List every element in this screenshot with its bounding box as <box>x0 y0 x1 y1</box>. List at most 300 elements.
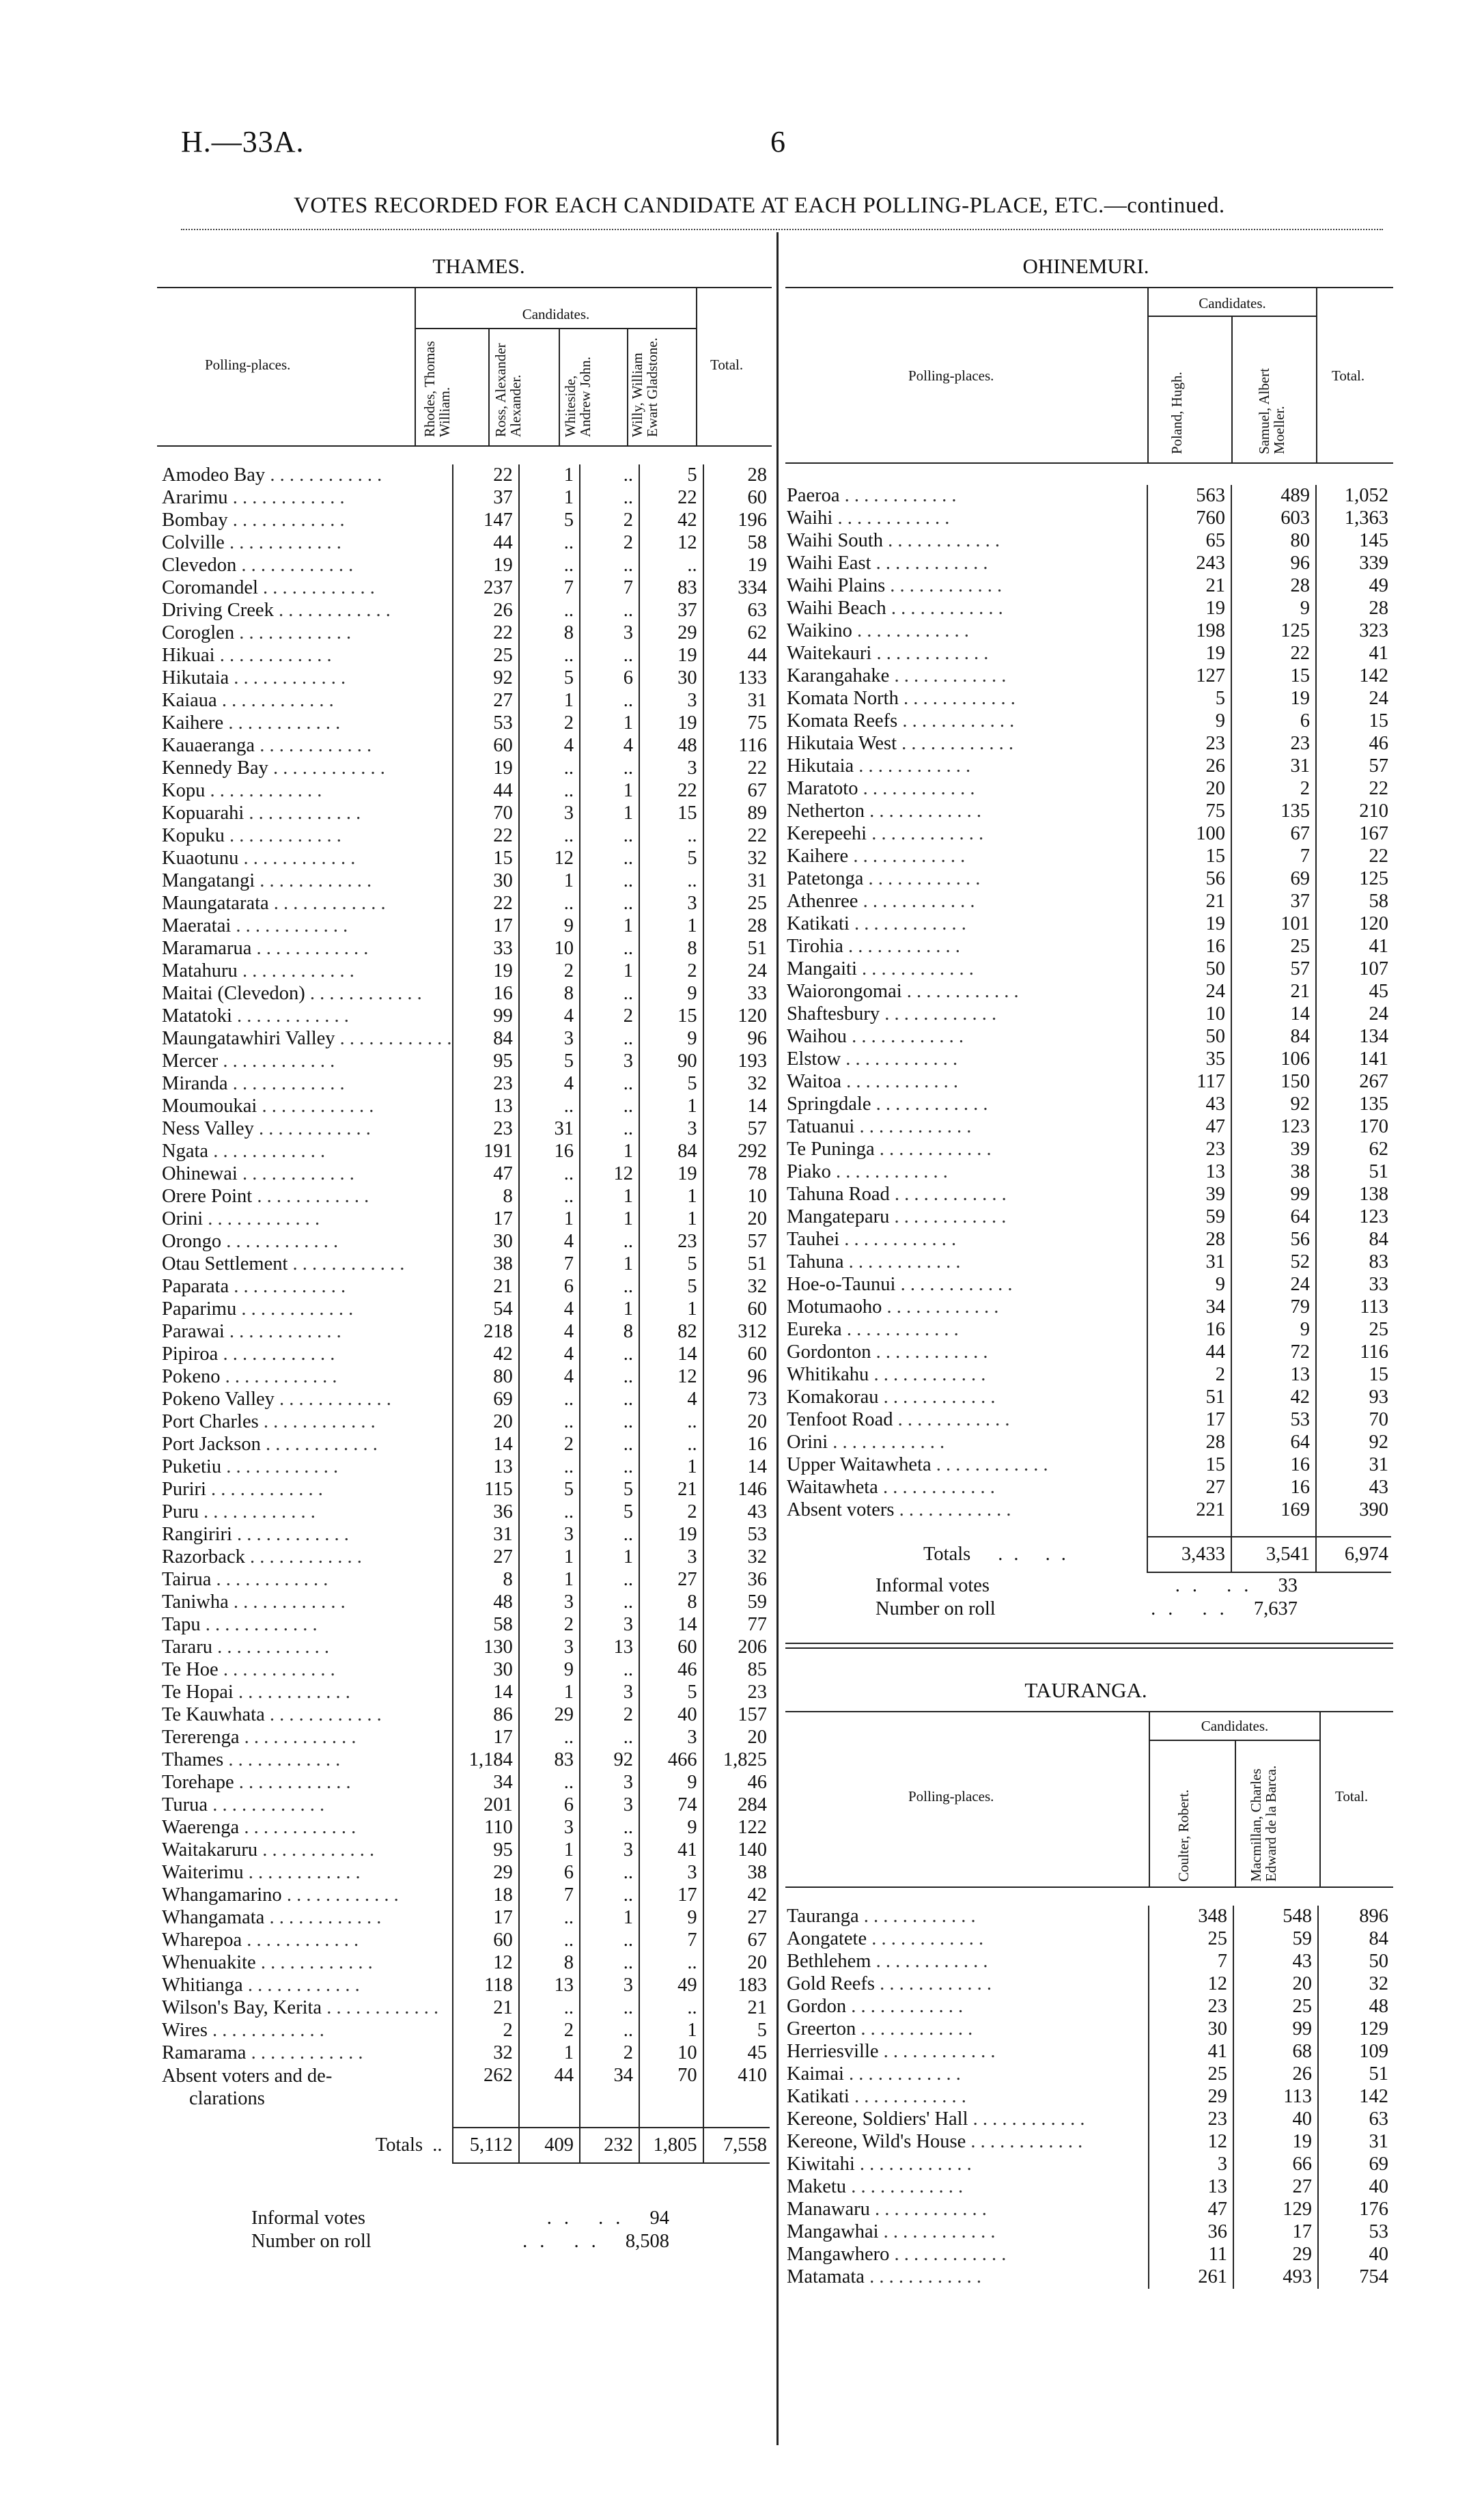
polling-place-name: Maungatarata . . . . . . . . . . . . <box>162 893 386 915</box>
candidate-vote-cell: .. <box>519 555 580 577</box>
column-divider <box>776 232 779 2445</box>
polling-place-name: Waitoa . . . . . . . . . . . . <box>787 1071 959 1093</box>
candidate-vote-cell: 5 <box>639 1276 703 1298</box>
row-total-cell: 142 <box>1316 665 1391 688</box>
candidate-vote-cell: 17 <box>453 1208 519 1231</box>
table-row <box>787 710 1391 733</box>
table-row <box>787 2266 1391 2289</box>
candidate-vote-cell: 13 <box>1231 1364 1316 1387</box>
candidate-vote-cell: 12 <box>639 532 703 555</box>
candidate-vote-cell: .. <box>519 1727 580 1749</box>
table-row <box>787 868 1391 891</box>
row-total-cell: 896 <box>1318 1906 1391 1928</box>
row-total-cell: 69 <box>1318 2154 1391 2176</box>
leader-dots: . . . . . . . . . . . . <box>901 981 1019 1003</box>
candidate-vote-cell: 34 <box>453 1772 519 1794</box>
polling-place-name: Netherton . . . . . . . . . . . . <box>787 800 981 822</box>
polling-place-name: Paeroa . . . . . . . . . . . . <box>787 485 957 507</box>
polling-place-name: Pokeno Valley . . . . . . . . . . . . <box>162 1389 391 1410</box>
leader-dots: . . . . . . . . . . . . <box>871 1341 988 1363</box>
table-row <box>787 2131 1391 2154</box>
candidate-vote-cell: 3 <box>519 1028 580 1050</box>
candidate-vote-cell: 21 <box>453 1276 519 1298</box>
candidate-vote-cell: .. <box>580 1343 639 1366</box>
table-row <box>787 1094 1391 1116</box>
totals-cell: 7,558 <box>703 2128 770 2163</box>
candidate-vote-cell: 1 <box>580 712 639 735</box>
table-row <box>787 1928 1391 1951</box>
polling-place-name: Wharepoa . . . . . . . . . . . . <box>162 1930 359 1951</box>
table-row <box>162 1952 770 1975</box>
leader-dots: . . . . . . . . . . . . <box>223 1749 341 1771</box>
table-row <box>162 1389 770 1411</box>
candidate-vote-cell: 66 <box>1233 2154 1318 2176</box>
table-row <box>787 2086 1391 2108</box>
leader-dots: . . . . . . . . . . . . <box>218 1050 335 1072</box>
leader-dots: . . . . . . . . . . . . <box>878 1477 995 1499</box>
polling-place-name: Tererenga . . . . . . . . . . . . <box>162 1727 356 1749</box>
candidate-vote-cell: 28 <box>1147 1432 1231 1454</box>
table-row <box>787 1229 1391 1251</box>
leader-dots: . . . . . . . . . . . . <box>233 1682 350 1703</box>
thames-candidate-willy: Willy, William Ewart Gladstone. <box>629 337 661 437</box>
candidate-vote-cell: 5 <box>639 1073 703 1096</box>
polling-place-name: Paparimu . . . . . . . . . . . . <box>162 1298 354 1320</box>
candidate-vote-cell: 129 <box>1233 2199 1318 2221</box>
candidate-vote-cell: 21 <box>1231 981 1316 1003</box>
candidate-vote-cell: 19 <box>453 960 519 983</box>
candidate-vote-cell: 70 <box>639 2065 703 2110</box>
candidate-vote-cell: .. <box>580 555 639 577</box>
polling-place-name: Tararu . . . . . . . . . . . . <box>162 1637 329 1658</box>
table-row <box>162 1208 770 1231</box>
leader-dots: . . . . . . . . . . . . <box>889 2244 1007 2266</box>
candidate-vote-cell: 14 <box>1231 1003 1316 1026</box>
candidate-vote-cell: 489 <box>1231 485 1316 507</box>
polling-place-name: Waiterimu . . . . . . . . . . . . <box>162 1862 361 1884</box>
row-total-cell: 19 <box>703 555 770 577</box>
candidate-vote-cell: 4 <box>519 1343 580 1366</box>
candidate-vote-cell: .. <box>519 600 580 622</box>
totals-cell: 3,433 <box>1147 1537 1231 1572</box>
polling-place-name: Kennedy Bay . . . . . . . . . . . . <box>162 757 385 779</box>
row-total-cell: 96 <box>703 1366 770 1389</box>
row-total-cell: 10 <box>703 1186 770 1208</box>
candidate-vote-cell: .. <box>639 1952 703 1975</box>
candidate-vote-cell: 20 <box>1233 1973 1318 1996</box>
row-total-cell: 116 <box>1316 1341 1391 1364</box>
candidate-vote-cell: 29 <box>639 622 703 645</box>
candidate-vote-cell: 221 <box>1147 1499 1231 1522</box>
candidate-vote-cell: 23 <box>453 1118 519 1141</box>
candidate-vote-cell: .. <box>580 848 639 870</box>
totals-row <box>162 2128 770 2163</box>
polling-place-name: Maeratai . . . . . . . . . . . . <box>162 915 348 937</box>
polling-place-name: Miranda . . . . . . . . . . . . <box>162 1073 345 1095</box>
candidate-vote-cell: 2 <box>639 1501 703 1524</box>
tauranga-candidate-coulter: Coulter, Robert. <box>1175 1789 1192 1882</box>
candidate-vote-cell: 56 <box>1231 1229 1316 1251</box>
row-total-cell: 22 <box>703 825 770 848</box>
table-row <box>162 1727 770 1749</box>
candidate-vote-cell: 243 <box>1147 553 1231 575</box>
candidate-vote-cell: 90 <box>639 1050 703 1073</box>
candidate-vote-cell: 23 <box>1147 733 1231 755</box>
ohinemuri-results-table <box>787 485 1391 1573</box>
leader-dots: . . . . . . . . . . . . <box>239 1727 356 1749</box>
polling-place-name: Absent voters . . . . . . . . . . . . <box>787 1499 1011 1521</box>
polling-place-name: Bethlehem . . . . . . . . . . . . <box>787 1951 988 1973</box>
candidate-vote-cell: 9 <box>639 1817 703 1839</box>
leader-dots: . . . . . . . . . . . . <box>858 778 975 800</box>
candidate-vote-cell: 8 <box>639 1591 703 1614</box>
polling-place-name: Waikino . . . . . . . . . . . . <box>787 620 969 642</box>
tauranga-top-rule <box>785 1711 1393 1712</box>
candidate-vote-cell: 37 <box>639 600 703 622</box>
candidate-vote-cell: 11 <box>1149 2244 1233 2266</box>
row-total-cell: 267 <box>1316 1071 1391 1094</box>
candidate-vote-cell: 15 <box>639 1005 703 1028</box>
leader-dots: . . . . . . . . . . . . <box>260 1434 378 1456</box>
polling-place-name: Manawaru . . . . . . . . . . . . <box>787 2199 987 2220</box>
candidate-vote-cell: 8 <box>580 1321 639 1343</box>
row-total-cell: 107 <box>1316 958 1391 981</box>
candidate-vote-cell: .. <box>580 1727 639 1749</box>
leader-dots: . . . . . . . . . . . . <box>897 733 1014 755</box>
polling-place-name: Matatoki . . . . . . . . . . . . <box>162 1005 349 1027</box>
row-total-cell: 62 <box>703 622 770 645</box>
polling-place-name: Turua . . . . . . . . . . . . <box>162 1794 325 1816</box>
candidate-vote-cell: 7 <box>519 1253 580 1276</box>
row-total-cell: 183 <box>703 1975 770 1997</box>
polling-place-name: Elstow . . . . . . . . . . . . <box>787 1048 958 1070</box>
leader-dots: . . . . . . . . . . . . <box>966 2131 1083 2153</box>
candidate-vote-cell: 8 <box>519 983 580 1005</box>
table-row <box>787 1003 1391 1026</box>
table-row <box>162 690 770 712</box>
polling-place-name: Kereone, Wild's House . . . . . . . . . . . . <box>787 2131 1083 2153</box>
leader-dots: . . . . . . . . . . . . <box>231 915 348 937</box>
thames-head-vline-2 <box>559 328 560 445</box>
polling-place-name: Ramarama . . . . . . . . . . . . <box>162 2042 363 2064</box>
table-row <box>787 1274 1391 1296</box>
leader-dots: . . . . . . . . . . . . <box>828 1432 945 1453</box>
candidate-vote-cell: .. <box>519 1907 580 1930</box>
candidate-vote-cell: 3 <box>639 1118 703 1141</box>
table-row <box>787 1387 1391 1409</box>
table-row <box>162 848 770 870</box>
candidate-vote-cell: 15 <box>453 848 519 870</box>
polling-place-name: Whitianga . . . . . . . . . . . . <box>162 1975 360 1996</box>
candidate-vote-cell: 2 <box>580 510 639 532</box>
leader-dots: . . . . . . . . . . . . <box>894 1499 1011 1521</box>
polling-place-name: Kopu . . . . . . . . . . . . <box>162 780 322 802</box>
candidate-vote-cell: .. <box>519 1411 580 1434</box>
candidate-vote-cell: 5 <box>580 1501 639 1524</box>
candidate-vote-cell: 42 <box>639 510 703 532</box>
candidate-vote-cell: 30 <box>639 667 703 690</box>
candidate-vote-cell: .. <box>580 1659 639 1682</box>
table-row <box>162 1163 770 1186</box>
candidate-vote-cell: 2 <box>1231 778 1316 800</box>
candidate-vote-cell: 1 <box>519 1569 580 1591</box>
candidate-vote-cell: 25 <box>1149 1928 1233 1951</box>
candidate-vote-cell: 64 <box>1231 1206 1316 1229</box>
leader-dots: . . . . . . . . . . . . <box>252 1186 369 1208</box>
polling-place-name: Kuaotunu . . . . . . . . . . . . <box>162 848 356 869</box>
thames-head-bottom-rule <box>157 445 772 447</box>
row-total-cell: 157 <box>703 1704 770 1727</box>
leader-dots: . . . . . . . . . . . . <box>869 2199 987 2220</box>
row-total-cell: 32 <box>703 848 770 870</box>
candidate-vote-cell: .. <box>580 1569 639 1591</box>
ohinemuri-end-rule-1 <box>785 1643 1393 1644</box>
row-total-cell: 146 <box>703 1479 770 1501</box>
ohinemuri-roll-value: .. .. 7,637 <box>1151 1598 1298 1619</box>
leader-dots: . . . . . . . . . . . . <box>871 1951 988 1973</box>
row-total-cell: 14 <box>703 1096 770 1118</box>
row-total-cell: 46 <box>1316 733 1391 755</box>
row-total-cell: 113 <box>1316 1296 1391 1319</box>
candidate-vote-cell: 1 <box>639 915 703 938</box>
leader-dots: . . . . . . . . . . . . <box>234 622 352 644</box>
candidate-vote-cell: 29 <box>1233 2244 1318 2266</box>
leader-dots: . . . . . . . . . . . . <box>218 1659 335 1681</box>
polling-place-name: Waitakaruru . . . . . . . . . . . . <box>162 1839 375 1861</box>
leader-dots: . . . . . . . . . . . . <box>244 1546 362 1568</box>
polling-place-name: Wilson's Bay, Kerita . . . . . . . . . . . . <box>162 1997 439 2019</box>
candidate-vote-cell: 3 <box>580 1975 639 1997</box>
row-total-cell: 24 <box>1316 1003 1391 1026</box>
absent-voters-row <box>162 2065 770 2110</box>
candidate-vote-cell: 13 <box>453 1456 519 1479</box>
row-total-cell: 22 <box>703 757 770 780</box>
candidate-vote-cell: 60 <box>453 735 519 757</box>
candidate-vote-cell: 19 <box>1231 688 1316 710</box>
candidate-vote-cell: 36 <box>1149 2221 1233 2244</box>
candidate-vote-cell: 99 <box>453 1005 519 1028</box>
candidate-vote-cell: 31 <box>1147 1251 1231 1274</box>
leader-dots: . . . . . . . . . . . . <box>224 1321 341 1343</box>
candidate-vote-cell: .. <box>580 1952 639 1975</box>
row-total-cell: 334 <box>703 577 770 600</box>
totals-cell: 3,541 <box>1231 1537 1316 1572</box>
candidate-vote-cell: 79 <box>1231 1296 1316 1319</box>
row-total-cell: 145 <box>1316 530 1391 553</box>
table-row <box>162 1118 770 1141</box>
candidate-vote-cell: .. <box>519 1772 580 1794</box>
candidate-vote-cell: .. <box>580 983 639 1005</box>
leader-dots: . . . . . . . . . . . . <box>268 757 385 779</box>
thames-total-header: Total. <box>710 357 744 373</box>
polling-place-name: Hikutaia West . . . . . . . . . . . . <box>787 733 1014 755</box>
thames-head-vline-3 <box>627 328 628 445</box>
candidate-vote-cell: 3 <box>639 1727 703 1749</box>
thames-title: THAMES. <box>432 254 525 278</box>
leader-dots: . . . . . . . . . . . . <box>268 893 386 915</box>
table-row <box>787 1184 1391 1206</box>
candidate-vote-cell: 2 <box>519 1434 580 1456</box>
candidate-vote-cell: 39 <box>1231 1139 1316 1161</box>
candidate-vote-cell: 17 <box>1147 1409 1231 1432</box>
table-row <box>162 1749 770 1772</box>
leader-dots: . . . . . . . . . . . . <box>203 1208 320 1230</box>
table-row <box>162 1682 770 1704</box>
candidate-vote-cell: 1 <box>519 464 580 487</box>
candidate-vote-cell: 92 <box>453 667 519 690</box>
candidate-vote-cell: 2 <box>519 712 580 735</box>
table-row <box>162 487 770 510</box>
table-row <box>162 510 770 532</box>
candidate-vote-cell: .. <box>639 825 703 848</box>
candidate-vote-cell: .. <box>519 532 580 555</box>
table-row <box>787 800 1391 823</box>
candidate-vote-cell: .. <box>580 825 639 848</box>
table-row <box>787 1206 1391 1229</box>
table-row <box>162 1501 770 1524</box>
row-total-cell: 67 <box>703 1930 770 1952</box>
candidate-vote-cell: 26 <box>453 600 519 622</box>
candidate-vote-cell: 1 <box>639 1208 703 1231</box>
candidate-vote-cell: 6 <box>580 667 639 690</box>
row-total-cell: 390 <box>1316 1499 1391 1522</box>
table-row <box>162 1907 770 1930</box>
polling-place-name: Mercer . . . . . . . . . . . . <box>162 1050 335 1072</box>
candidate-vote-cell: 59 <box>1233 1928 1318 1951</box>
candidate-vote-cell: 8 <box>453 1569 519 1591</box>
table-row <box>162 1997 770 2020</box>
candidate-vote-cell: .. <box>580 1276 639 1298</box>
thames-top-rule <box>157 287 772 288</box>
candidate-vote-cell: 44 <box>453 532 519 555</box>
row-total-cell: 170 <box>1316 1116 1391 1139</box>
candidate-vote-cell: 9 <box>519 915 580 938</box>
candidate-vote-cell: 115 <box>453 1479 519 1501</box>
candidate-vote-cell: 9 <box>639 1028 703 1050</box>
table-row <box>162 825 770 848</box>
candidate-vote-cell: .. <box>639 870 703 893</box>
table-row <box>162 1546 770 1569</box>
table-row <box>162 757 770 780</box>
row-total-cell: 123 <box>1316 1206 1391 1229</box>
row-total-cell: 77 <box>703 1614 770 1637</box>
leader-dots: . . . . . . . . . . . . <box>864 2266 981 2288</box>
ohinemuri-candidate-poland: Poland, Hugh. <box>1168 372 1185 454</box>
polling-place-name: Driving Creek . . . . . . . . . . . . <box>162 600 391 622</box>
leader-dots: . . . . . . . . . . . . <box>207 2020 324 2042</box>
candidate-vote-cell: 3 <box>580 1682 639 1704</box>
candidate-vote-cell: 23 <box>1149 2108 1233 2131</box>
candidate-vote-cell: 17 <box>453 915 519 938</box>
candidate-vote-cell: .. <box>519 780 580 803</box>
leader-dots: . . . . . . . . . . . . <box>265 464 382 486</box>
leader-dots: . . . . . . . . . . . . <box>227 1073 345 1095</box>
candidate-vote-cell: 1 <box>639 1186 703 1208</box>
candidate-vote-cell: 9 <box>1231 1319 1316 1341</box>
header-dotted-rule <box>181 229 1383 230</box>
leader-dots: . . . . . . . . . . . . <box>237 960 354 982</box>
candidate-vote-cell: 8 <box>639 938 703 960</box>
candidate-vote-cell: 15 <box>639 803 703 825</box>
table-row <box>162 712 770 735</box>
totals-label: Totals .. <box>375 2134 443 2156</box>
row-total-cell: 21 <box>703 1997 770 2020</box>
row-total-cell: 43 <box>703 1501 770 1524</box>
candidate-vote-cell: 2 <box>580 532 639 555</box>
candidate-vote-cell: 2 <box>580 1005 639 1028</box>
table-row <box>787 1161 1391 1184</box>
candidate-vote-cell: 8 <box>519 622 580 645</box>
polling-place-name: Hikutaia . . . . . . . . . . . . <box>162 667 346 689</box>
ohinemuri-head-vline-0 <box>1147 288 1149 462</box>
candidate-vote-cell: 603 <box>1231 507 1316 530</box>
candidate-vote-cell: 1 <box>639 1456 703 1479</box>
candidate-vote-cell: 3 <box>519 1591 580 1614</box>
candidate-vote-cell: 1 <box>580 1186 639 1208</box>
table-row <box>162 1569 770 1591</box>
thames-head-vline-4 <box>696 288 697 445</box>
candidate-vote-cell: 12 <box>453 1952 519 1975</box>
candidate-vote-cell: 19 <box>1147 598 1231 620</box>
row-total-cell: 53 <box>1318 2221 1391 2244</box>
table-row <box>787 936 1391 958</box>
row-total-cell: 134 <box>1316 1026 1391 1048</box>
candidate-vote-cell: 84 <box>1231 1026 1316 1048</box>
candidate-vote-cell: 3 <box>580 1050 639 1073</box>
candidate-vote-cell: .. <box>580 1930 639 1952</box>
leader-dots: . . . . . . . . . . . . <box>288 1253 405 1275</box>
polling-place-name: Waitawheta . . . . . . . . . . . . <box>787 1477 995 1499</box>
thames-roll-label: Number on roll <box>251 2231 372 2252</box>
candidate-vote-cell: 27 <box>1233 2176 1318 2199</box>
row-total-cell: 25 <box>703 893 770 915</box>
leader-dots: . . . . . . . . . . . . <box>264 1907 382 1929</box>
leader-dots: . . . . . . . . . . . . <box>251 938 369 960</box>
candidate-vote-cell: 6 <box>519 1862 580 1884</box>
candidate-vote-cell: 5 <box>639 1682 703 1704</box>
candidate-vote-cell: 70 <box>453 803 519 825</box>
table-row <box>162 938 770 960</box>
polling-place-name: Kopuku . . . . . . . . . . . . <box>162 825 341 847</box>
polling-place-name: Orongo . . . . . . . . . . . . <box>162 1231 339 1253</box>
leader-dots: . . . . . . . . . . . . <box>889 1206 1007 1228</box>
row-total-cell: 140 <box>703 1839 770 1862</box>
row-total-cell: 89 <box>703 803 770 825</box>
table-row <box>787 1139 1391 1161</box>
polling-place-name: Ness Valley . . . . . . . . . . . . <box>162 1118 371 1140</box>
table-row <box>162 1884 770 1907</box>
leader-dots: . . . . . . . . . . . . <box>849 913 966 935</box>
row-total-cell: 49 <box>1316 575 1391 598</box>
candidate-vote-cell: .. <box>580 1096 639 1118</box>
candidate-vote-cell: 218 <box>453 1321 519 1343</box>
candidate-vote-cell: 92 <box>580 1749 639 1772</box>
candidate-vote-cell: 15 <box>1147 1454 1231 1477</box>
polling-place-name: Gold Reefs . . . . . . . . . . . . <box>787 1973 992 1995</box>
candidate-vote-cell: 31 <box>519 1118 580 1141</box>
candidate-vote-cell: 84 <box>639 1141 703 1163</box>
polling-place-name: Gordonton . . . . . . . . . . . . <box>787 1341 988 1363</box>
table-row <box>162 2020 770 2042</box>
leader-dots: . . . . . . . . . . . . <box>871 1094 988 1115</box>
candidate-vote-cell: 3 <box>580 1614 639 1637</box>
candidate-vote-cell: 30 <box>453 1231 519 1253</box>
candidate-vote-cell: 466 <box>639 1749 703 1772</box>
leader-dots: . . . . . . . . . . . . <box>931 1454 1048 1476</box>
leader-dots: . . . . . . . . . . . . <box>848 846 966 867</box>
candidate-vote-cell: 2 <box>519 960 580 983</box>
table-row <box>787 958 1391 981</box>
